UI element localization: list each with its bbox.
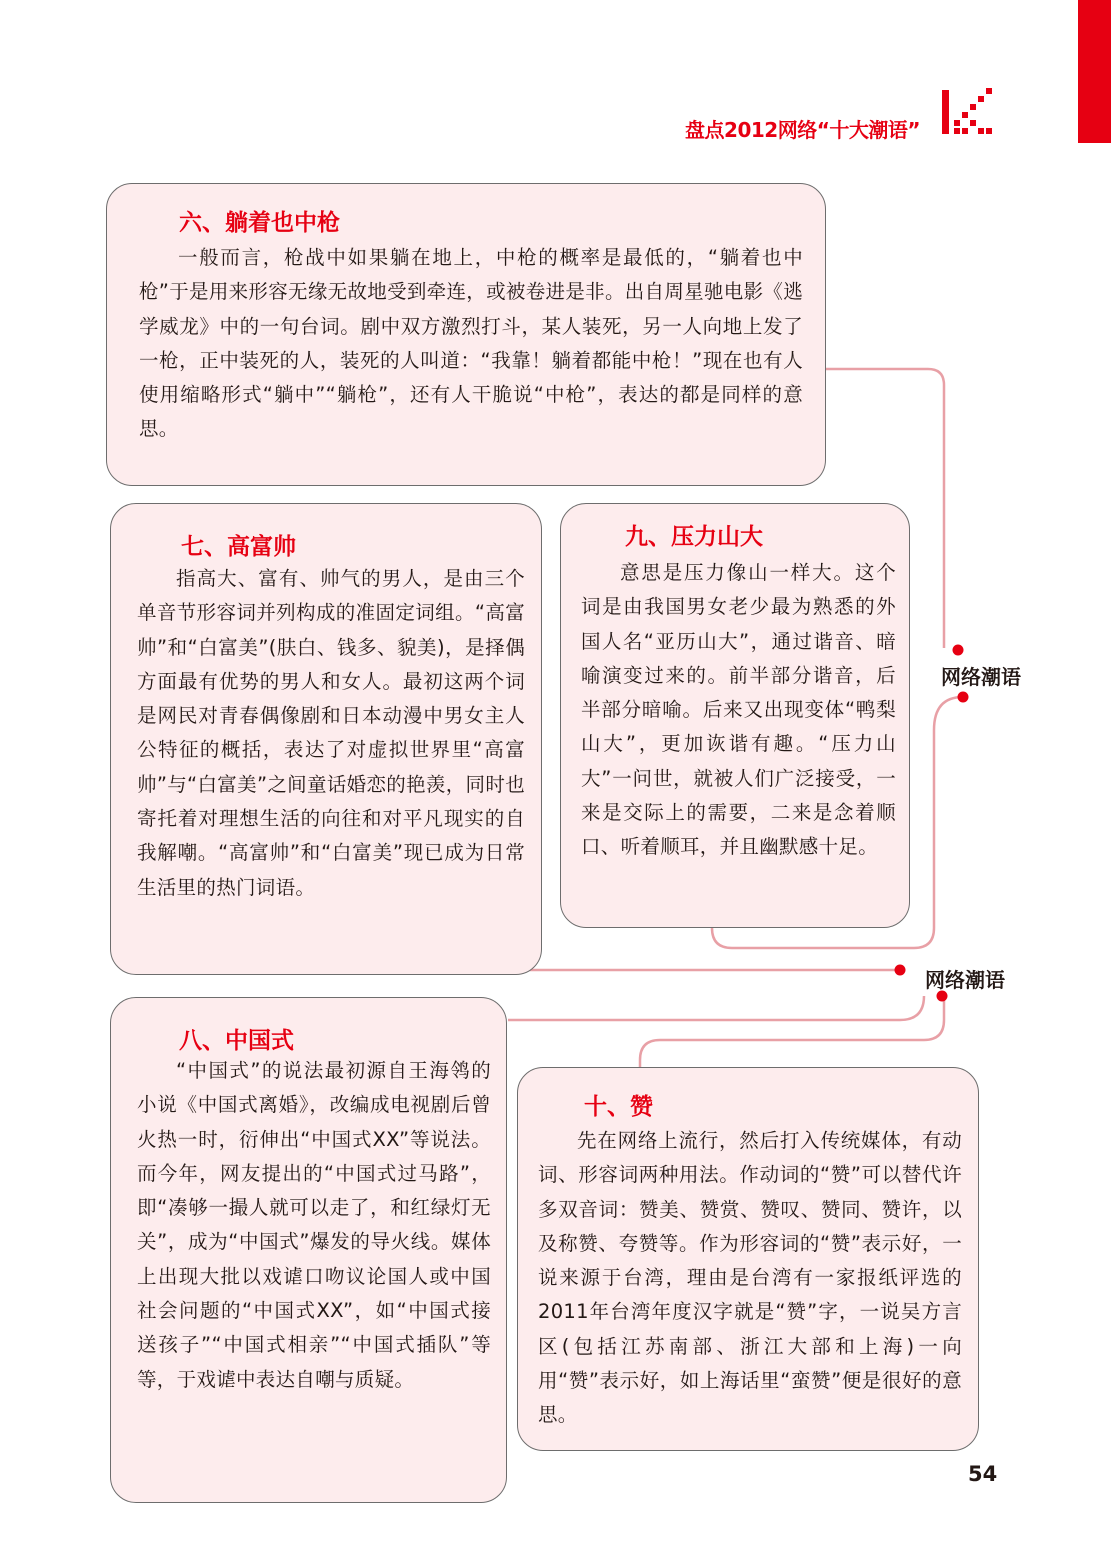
tag-wang-luo-chao-yu: 网络潮语 — [925, 968, 1005, 992]
card-zan — [517, 1067, 979, 1451]
card-zhong-guo-shi — [110, 997, 507, 1503]
card-heading: 九、压力山大 — [625, 524, 763, 550]
card-body: 一般而言，枪战中如果躺在地上，中枪的概率是最低的，“躺着也中枪”于是用来形容无缘无故地受到牵连，或被卷进是非。出自周星驰电影《逃学威龙》中的一句台词。剧中双方激烈打斗，某人装死，另一人向地上发了一枪，正中装死的人，装死的人叫道：“我靠！躺着都能中枪！”现在也有人使用缩略形式“躺中”“躺枪”，还有人干脆说“中枪”，表达的都是同样的意思。 — [139, 246, 803, 441]
card-body: 指高大、富有、帅气的男人，是由三个单音节形容词并列构成的准固定词组。“高富帅”和“白富美”(肤白、钱多、貌美)，是择偶方面最有优势的男人和女人。最初这两个词是网民对青春偶像剧和日本动漫中男女主人公特征的概括，表达了对虚拟世界里“高富帅”与“白富美”之间童话婚恋的艳羡，同时也寄托着对理想生活的向往和对平凡现实的自我解嘲。“高富帅”和“白富美”现已成为日常生活里的热门词语。 — [137, 567, 525, 899]
card-heading: 十、赞 — [584, 1094, 653, 1120]
card-heading: 七、高富帅 — [181, 534, 296, 560]
card-heading: 六、躺着也中枪 — [179, 210, 340, 236]
card-body: 意思是压力像山一样大。这个词是由我国男女老少最为熟悉的外国人名“亚历山大”，通过谐音、暗喻演变过来的。前半部分谐音，后半部分暗喻。后来又出现变体“鸭梨山大”，更加诙谐有趣。“压力山大”一问世，就被人们广泛接受，一来是交际上的需要，二来是念着顺口、听着顺耳，并且幽默感十足。 — [581, 561, 896, 859]
tag-wang-luo-chao-yu: 网络潮语 — [941, 665, 1021, 689]
page-number: 54 — [968, 1462, 998, 1486]
card-heading: 八、中国式 — [179, 1028, 294, 1054]
card-gao-fu-shuai — [110, 503, 542, 975]
card-body: 先在网络上流行，然后打入传统媒体，有动词、形容词两种用法。作动词的“赞”可以替代许多双音词：赞美、赞赏、赞叹、赞同、赞许，以及称赞、夸赞等。作为形容词的“赞”表示好，一说来源于台湾，理由是台湾有一家报纸评选的2011年台湾年度汉字就是“赞”字，一说吴方言区(包括江苏南部、浙江大部和上海)一向用“赞”表示好，如上海话里“蛮赞”便是很好的意思。 — [538, 1129, 962, 1427]
card-tang-zhe-ye-zhong-qiang — [106, 183, 826, 486]
card-ya-li-shan-da — [560, 503, 910, 928]
running-header-title: 盘点2012网络“十大潮语” — [685, 118, 920, 142]
card-body: “中国式”的说法最初源自王海鸰的小说《中国式离婚》，改编成电视剧后曾火热一时，衍伸出“中国式XX”等说法。而今年，网友提出的“中国式过马路”，即“凑够一撮人就可以走了，和红绿灯无关”，成为“中国式”爆发的导火线。媒体上出现大批以戏谑口吻议论国人或中国社会问题的“中国式XX”，如“中国式接送孩子”“中国式相亲”“中国式插队”等等，于戏谑中表达自嘲与质疑。 — [137, 1059, 491, 1391]
